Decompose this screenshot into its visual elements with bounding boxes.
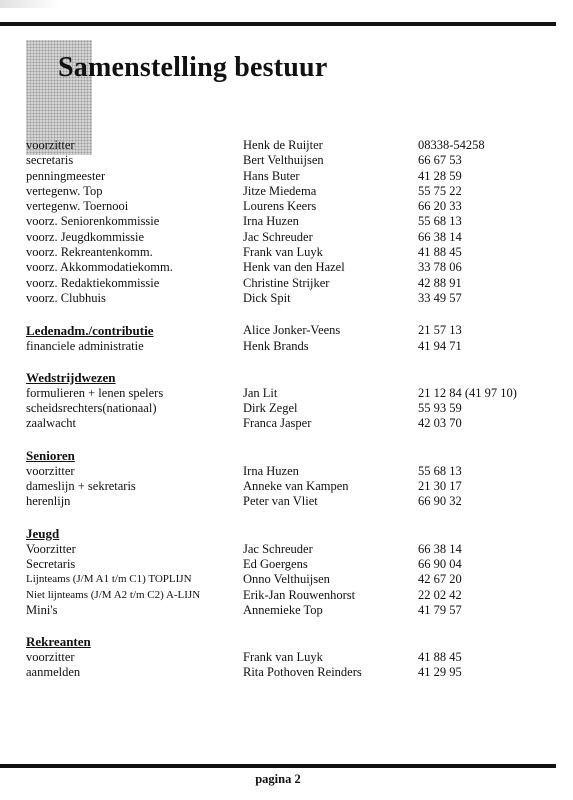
section-senioren xyxy=(26,447,546,510)
name: Lourens Keers xyxy=(243,199,317,214)
phone: 66 67 53 xyxy=(418,153,462,168)
phone: 42 67 20 xyxy=(418,572,462,587)
role: Secretaris xyxy=(26,556,76,571)
section-heading: Ledenadm./contributie xyxy=(26,323,154,339)
phone: 66 38 14 xyxy=(418,541,462,556)
list-item xyxy=(26,665,546,680)
committee-list xyxy=(26,138,546,696)
phone: 66 90 32 xyxy=(418,494,462,509)
list-item xyxy=(26,276,546,291)
top-rule xyxy=(0,22,556,26)
role: aanmelden xyxy=(26,665,81,680)
section-bestuur xyxy=(26,138,546,306)
phone: 33 78 06 xyxy=(418,260,462,275)
phone: 22 02 42 xyxy=(418,587,462,602)
name: Franca Jasper xyxy=(243,416,312,431)
list-item xyxy=(26,603,546,618)
role: scheidsrechters(nationaal) xyxy=(26,401,157,416)
name: Henk de Ruijter xyxy=(243,138,323,152)
list-item xyxy=(26,184,546,199)
name: Dirk Zegel xyxy=(243,401,298,416)
name: Erik-Jan Rouwenhorst xyxy=(243,587,356,602)
list-item xyxy=(26,557,546,572)
name: Bert Velthuijsen xyxy=(243,153,324,168)
phone: 08338-54258 xyxy=(418,138,485,152)
list-item xyxy=(26,386,546,401)
list-item xyxy=(26,153,546,168)
name: Henk van den Hazel xyxy=(243,260,345,275)
list-item xyxy=(26,401,546,416)
name: Anneke van Kampen xyxy=(243,479,349,494)
name: Christine Strijker xyxy=(243,275,330,290)
role: financiele administratie xyxy=(26,338,144,353)
phone: 41 79 57 xyxy=(418,602,462,617)
role: voorzitter xyxy=(26,650,75,665)
name: Jan Lit xyxy=(243,385,278,400)
role: vertegenw. Toernooi xyxy=(26,199,129,214)
role: voorz. Rekreantenkomm. xyxy=(26,245,153,260)
list-item xyxy=(26,169,546,184)
name: Jac Schreuder xyxy=(243,541,313,556)
phone: 21 12 84 (41 97 10) xyxy=(418,385,517,400)
list-item xyxy=(26,542,546,557)
phone: 66 20 33 xyxy=(418,199,462,214)
role: Mini's xyxy=(26,602,58,617)
name: Jac Schreuder xyxy=(243,229,313,244)
list-item xyxy=(26,230,546,245)
phone: 55 68 13 xyxy=(418,463,462,478)
list-item xyxy=(26,245,546,260)
scan-shadow xyxy=(0,0,60,8)
role: voorz. Redaktiekommissie xyxy=(26,275,160,290)
list-item xyxy=(26,339,546,354)
phone: 42 88 91 xyxy=(418,275,462,290)
phone: 41 94 71 xyxy=(418,338,462,353)
list-item xyxy=(26,650,546,665)
phone: 41 28 59 xyxy=(418,168,462,183)
page-number: pagina 2 xyxy=(255,772,301,786)
name: Dick Spit xyxy=(243,290,291,305)
list-item xyxy=(26,214,546,229)
bottom-rule xyxy=(0,764,556,768)
phone: 41 29 95 xyxy=(418,665,462,680)
name: Alice Jonker-Veens xyxy=(243,323,341,338)
section-heading-row xyxy=(26,323,546,338)
name: Hans Buter xyxy=(243,168,300,183)
name: Jitze Miedema xyxy=(243,183,317,198)
role: formulieren + lenen spelers xyxy=(26,385,164,400)
phone: 41 88 45 xyxy=(418,245,462,260)
phone: 66 90 04 xyxy=(418,556,462,571)
phone: 41 88 45 xyxy=(418,650,462,665)
name: Frank van Luyk xyxy=(243,245,323,260)
phone: 55 93 59 xyxy=(418,401,462,416)
name: Frank van Luyk xyxy=(243,650,323,665)
role: herenlijn xyxy=(26,494,71,509)
role: Voorzitter xyxy=(26,541,76,556)
name: Henk Brands xyxy=(243,338,309,353)
list-item xyxy=(26,291,546,306)
phone: 55 75 22 xyxy=(418,183,462,198)
phone: 66 38 14 xyxy=(418,229,462,244)
name: Peter van Vliet xyxy=(243,494,318,509)
section-ledenadm xyxy=(26,323,546,354)
role: Lijnteams (J/M A1 t/m C1) TOPLIJN xyxy=(26,573,192,586)
role: vertegenw. Top xyxy=(26,183,103,198)
role: voorz. Akkommodatiekomm. xyxy=(26,260,173,275)
section-heading: Wedstrijdwezen xyxy=(26,369,116,385)
name: Onno Velthuijsen xyxy=(243,572,330,587)
section-heading: Senioren xyxy=(26,447,75,463)
name: Ed Goergens xyxy=(243,556,308,571)
section-heading: Rekreanten xyxy=(26,634,91,650)
list-item xyxy=(26,199,546,214)
name: Annemieke Top xyxy=(243,602,323,617)
role: dameslijn + sekretaris xyxy=(26,479,136,494)
role: voorzitter xyxy=(26,463,75,478)
phone: 42 03 70 xyxy=(418,416,462,431)
phone: 33 49 57 xyxy=(418,290,462,305)
section-jeugd xyxy=(26,525,546,618)
section-wedstrijdwezen xyxy=(26,369,546,432)
role: voorzitter xyxy=(26,138,75,152)
name: Irna Huzen xyxy=(243,214,299,229)
list-item xyxy=(26,479,546,494)
phone: 21 30 17 xyxy=(418,479,462,494)
role: secretaris xyxy=(26,153,74,168)
page-title: Samenstelling bestuur xyxy=(58,52,328,83)
list-item xyxy=(26,588,546,603)
list-item xyxy=(26,260,546,275)
role: voorz. Seniorenkommissie xyxy=(26,214,160,229)
role: voorz. Clubhuis xyxy=(26,290,106,305)
section-rekreanten xyxy=(26,633,546,681)
role: zaalwacht xyxy=(26,416,76,431)
name: Rita Pothoven Reinders xyxy=(243,665,362,680)
phone: 21 57 13 xyxy=(418,323,462,338)
list-item xyxy=(26,416,546,431)
phone: 55 68 13 xyxy=(418,214,462,229)
list-item xyxy=(26,138,546,153)
role: penningmeester xyxy=(26,168,106,183)
list-item xyxy=(26,572,546,587)
role: Niet lijnteams (J/M A2 t/m C2) A-LIJN xyxy=(26,588,201,601)
list-item xyxy=(26,494,546,509)
name: Irna Huzen xyxy=(243,463,299,478)
section-heading: Jeugd xyxy=(26,525,60,541)
list-item xyxy=(26,464,546,479)
role: voorz. Jeugdkommissie xyxy=(26,229,145,244)
